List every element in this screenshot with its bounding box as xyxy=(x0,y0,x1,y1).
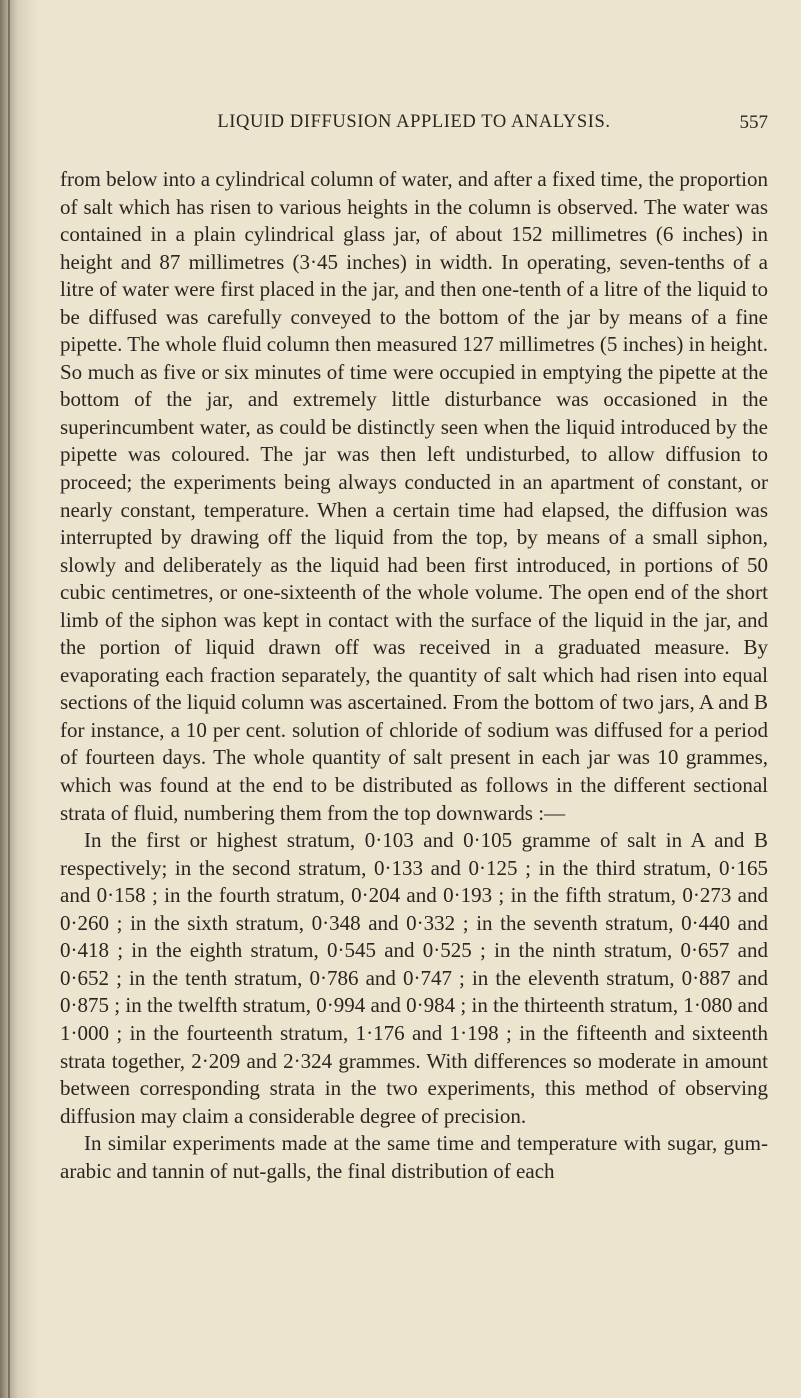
running-title: LIQUID DIFFUSION APPLIED TO ANALYSIS. xyxy=(217,112,611,132)
running-header xyxy=(60,112,768,142)
paragraph-similar-experiments: In similar experiments made at the same time and temperature with sugar, gum-arabic and tannin of nut-galls, the final distribution of each xyxy=(60,1131,768,1183)
paragraph-continued: from below into a cylindrical column of water, and after a fixed time, the proportion of salt which has risen to various heights in the column is observed. The water was contained in a plain cylindrical glass jar, of about 152 millimetres (6 inches) in height and 87 millimetres (3·45 inches) in width. In operating, seven-tenths of a litre of water were first placed in the jar, and then one-tenth of a litre of the liquid to be diffused was carefully conveyed to the bottom of the jar by means of a fine pipette. The whole fluid column then measured 127 millimetres (5 inches) in height. So much as five or six minutes of time were occupied in emptying the pipette at the bottom of the jar, and extremely little disturbance was occasioned in the superincumbent water, as could be distinctly seen when the liquid introduced by the pipette was coloured. The jar was then left undisturbed, to allow diffusion to proceed; the experiments being always conducted in an apartment of constant, or nearly constant, temperature. When a certain time had elapsed, the diffusion was interrupted by drawing off the liquid from the top, by means of a small siphon, slowly and deliberately as the liquid had been first introduced, in portions of 50 cubic centimetres, or one-sixteenth of the whole volume. The open end of the short limb of the siphon was kept in contact with the surface of the liquid in the jar, and the portion of liquid drawn off was received in a graduated measure. By evaporating each fraction separately, the quantity of salt which had risen into equal sections of the liquid column was ascertained. From the bottom of two jars, A and B for instance, a 10 per cent. solution of chloride of sodium was diffused for a period of fourteen days. The whole quantity of salt present in each jar was 10 grammes, which was found at the end to be distributed as follows in the different sectional strata of fluid, numbering them from the top downwards :— xyxy=(60,167,768,825)
paragraph-strata-results: In the first or highest stratum, 0·103 and 0·105 gramme of salt in A and B respectively; in the second stratum, 0·133 and 0·125 ; in the third stratum, 0·165 and 0·158 ; in the fourth stratum, 0·204 and 0·193 ; in the fifth stratum, 0·273 and 0·260 ; in the sixth stratum, 0·348 and 0·332 ; in the seventh stratum, 0·440 and 0·418 ; in the eighth stratum, 0·545 and 0·525 ; in the ninth stratum, 0·657 and 0·652 ; in the tenth stratum, 0·786 and 0·747 ; in the eleventh stratum, 0·887 and 0·875 ; in the twelfth stratum, 0·994 and 0·984 ; in the thirteenth stratum, 1·080 and 1·000 ; in the fourteenth stratum, 1·176 and 1·198 ; in the fifteenth and sixteenth strata together, 2·209 and 2·324 grammes. With differences so moderate in amount between corresponding strata in the two experiments, this method of observing diffusion may claim a considerable degree of precision. xyxy=(60,828,768,1128)
page-number: 557 xyxy=(739,112,768,133)
book-page xyxy=(60,112,768,1185)
page-binding-shadow xyxy=(0,0,38,1398)
body-text xyxy=(60,166,768,1185)
page-binding-edge xyxy=(8,0,10,1398)
